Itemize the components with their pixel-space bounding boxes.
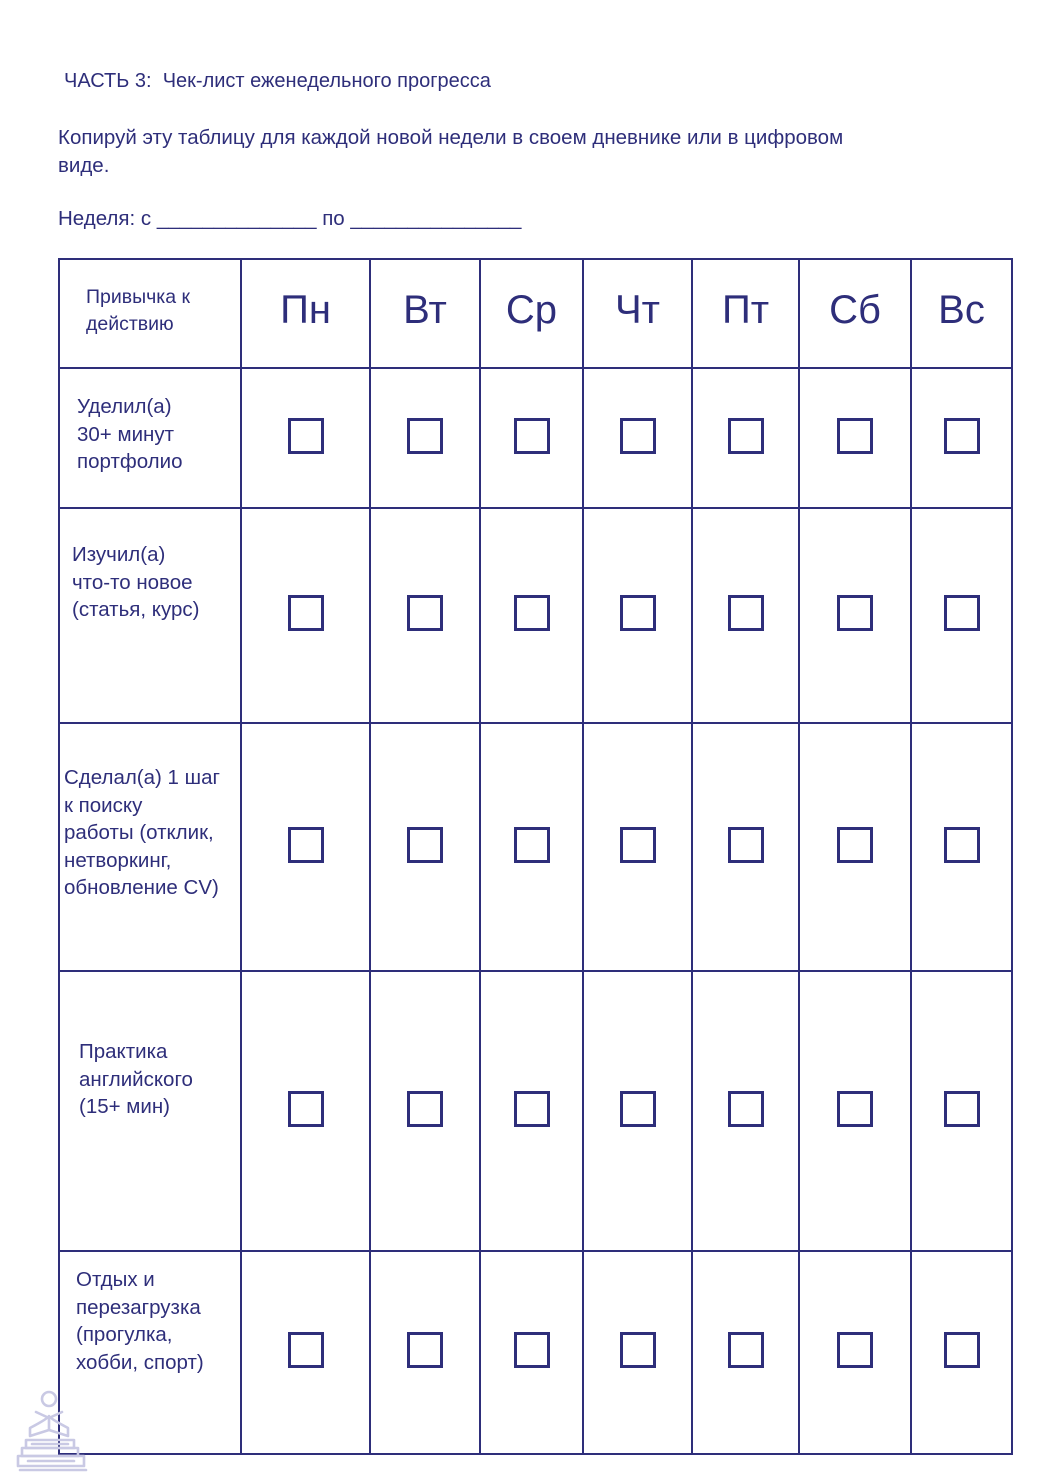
checkbox-fri[interactable] <box>728 1332 764 1368</box>
week-to-blank[interactable]: _______________ <box>350 207 522 230</box>
habit-label-line: (прогулка, <box>76 1323 173 1346</box>
day-cell <box>911 971 1012 1251</box>
habit-label-line: хобби, спорт) <box>76 1350 204 1374</box>
table-row <box>59 368 1012 508</box>
week-to-label: по <box>322 207 345 230</box>
day-cell <box>799 971 911 1251</box>
day-cell <box>241 368 370 508</box>
day-cell <box>370 368 480 508</box>
habit-label-line: обновление CV) <box>64 876 219 899</box>
checkbox-fri[interactable] <box>728 1091 764 1127</box>
day-cell <box>241 1251 370 1454</box>
day-cell <box>480 723 583 971</box>
day-cell <box>911 508 1012 723</box>
checkbox-sun[interactable] <box>944 1332 980 1368</box>
checkbox-mon[interactable] <box>288 1332 324 1368</box>
week-from-blank[interactable]: ______________ <box>156 207 317 230</box>
day-cell <box>911 723 1012 971</box>
day-cell <box>799 508 911 723</box>
day-cell <box>692 723 799 971</box>
day-cell <box>583 1251 692 1454</box>
week-range-line <box>58 207 521 231</box>
checkbox-sun[interactable] <box>944 418 980 454</box>
day-header-fri: Пт <box>692 259 799 368</box>
day-cell <box>692 1251 799 1454</box>
day-cell <box>799 368 911 508</box>
table-row <box>59 971 1012 1251</box>
checkbox-wed[interactable] <box>514 827 550 863</box>
habit-label-line: работы (отклик, <box>64 821 214 844</box>
checkbox-wed[interactable] <box>514 418 550 454</box>
day-cell <box>370 971 480 1251</box>
checkbox-mon[interactable] <box>288 827 324 863</box>
day-cell <box>911 368 1012 508</box>
habit-label <box>59 971 241 1251</box>
checkbox-thu[interactable] <box>620 418 656 454</box>
checkbox-sat[interactable] <box>837 1332 873 1368</box>
instruction-text: Копируй эту таблицу для каждой новой недели в своем дневнике или в цифровом виде. <box>58 126 844 177</box>
habit-label <box>59 723 241 971</box>
checkbox-sat[interactable] <box>837 595 873 631</box>
checkbox-mon[interactable] <box>288 595 324 631</box>
checkbox-sat[interactable] <box>837 1091 873 1127</box>
table-row <box>59 1251 1012 1454</box>
habit-label-line: Отдых и <box>76 1268 155 1291</box>
habit-label-line: Уделил(а) <box>77 395 172 418</box>
habit-column-header: Привычка к действию <box>59 259 241 368</box>
checkbox-wed[interactable] <box>514 1091 550 1127</box>
checkbox-tue[interactable] <box>407 595 443 631</box>
habit-label-line: к поиску <box>64 793 143 817</box>
checkbox-thu[interactable] <box>620 1091 656 1127</box>
habit-label-line: (15+ мин) <box>79 1095 170 1118</box>
day-cell <box>583 723 692 971</box>
checkbox-tue[interactable] <box>407 1332 443 1368</box>
habit-label-line: Сделал(а) 1 шаг <box>64 766 220 789</box>
habit-label-line: перезагрузка <box>76 1295 201 1319</box>
checkbox-wed[interactable] <box>514 595 550 631</box>
day-cell <box>480 368 583 508</box>
checkbox-mon[interactable] <box>288 1091 324 1127</box>
day-cell <box>480 971 583 1251</box>
checkbox-tue[interactable] <box>407 827 443 863</box>
checkbox-wed[interactable] <box>514 1332 550 1368</box>
day-cell <box>370 1251 480 1454</box>
habit-label-line: что-то новое <box>72 570 193 594</box>
day-cell <box>241 508 370 723</box>
day-cell <box>370 508 480 723</box>
day-cell <box>370 723 480 971</box>
checkbox-tue[interactable] <box>407 418 443 454</box>
day-cell <box>583 368 692 508</box>
header-row <box>59 259 1012 368</box>
habit-label <box>59 508 241 723</box>
day-header-wed: Ср <box>480 259 583 368</box>
day-cell <box>799 1251 911 1454</box>
day-cell <box>583 508 692 723</box>
checkbox-tue[interactable] <box>407 1091 443 1127</box>
weekly-checklist-table <box>58 258 1013 1455</box>
checkbox-thu[interactable] <box>620 1332 656 1368</box>
checkbox-fri[interactable] <box>728 827 764 863</box>
day-cell <box>480 1251 583 1454</box>
part-title: ЧАСТЬ 3: Чек-лист еженедельного прогресса <box>64 70 491 92</box>
day-cell <box>480 508 583 723</box>
checkbox-fri[interactable] <box>728 418 764 454</box>
checkbox-sun[interactable] <box>944 1091 980 1127</box>
day-cell <box>241 723 370 971</box>
day-header-sat: Сб <box>799 259 911 368</box>
checkbox-sun[interactable] <box>944 595 980 631</box>
checkbox-mon[interactable] <box>288 418 324 454</box>
habit-label <box>59 368 241 508</box>
habit-label-line: Практика <box>79 1040 168 1063</box>
day-header-sun: Вс <box>911 259 1012 368</box>
day-cell <box>583 971 692 1251</box>
habit-label-line: нетворкинг, <box>64 848 172 872</box>
checkbox-sun[interactable] <box>944 827 980 863</box>
day-cell <box>799 723 911 971</box>
table-row <box>59 723 1012 971</box>
table-row <box>59 508 1012 723</box>
habit-label-line: портфолио <box>77 450 183 473</box>
habit-label-line: английского <box>79 1067 193 1091</box>
checkbox-thu[interactable] <box>620 595 656 631</box>
habit-label-line: Изучил(а) <box>72 543 166 566</box>
day-cell <box>911 1251 1012 1454</box>
day-cell <box>692 971 799 1251</box>
day-cell <box>692 508 799 723</box>
habit-label-line: (статья, курс) <box>72 598 200 621</box>
day-cell <box>692 368 799 508</box>
checkbox-thu[interactable] <box>620 827 656 863</box>
day-cell <box>241 971 370 1251</box>
checkbox-sat[interactable] <box>837 827 873 863</box>
habit-label-line: 30+ минут <box>77 422 174 446</box>
checkbox-sat[interactable] <box>837 418 873 454</box>
day-header-mon: Пн <box>241 259 370 368</box>
day-header-tue: Вт <box>370 259 480 368</box>
reader-logo-icon <box>14 1388 90 1474</box>
week-from-label: Неделя: с <box>58 207 152 230</box>
checkbox-fri[interactable] <box>728 595 764 631</box>
day-header-thu: Чт <box>583 259 692 368</box>
